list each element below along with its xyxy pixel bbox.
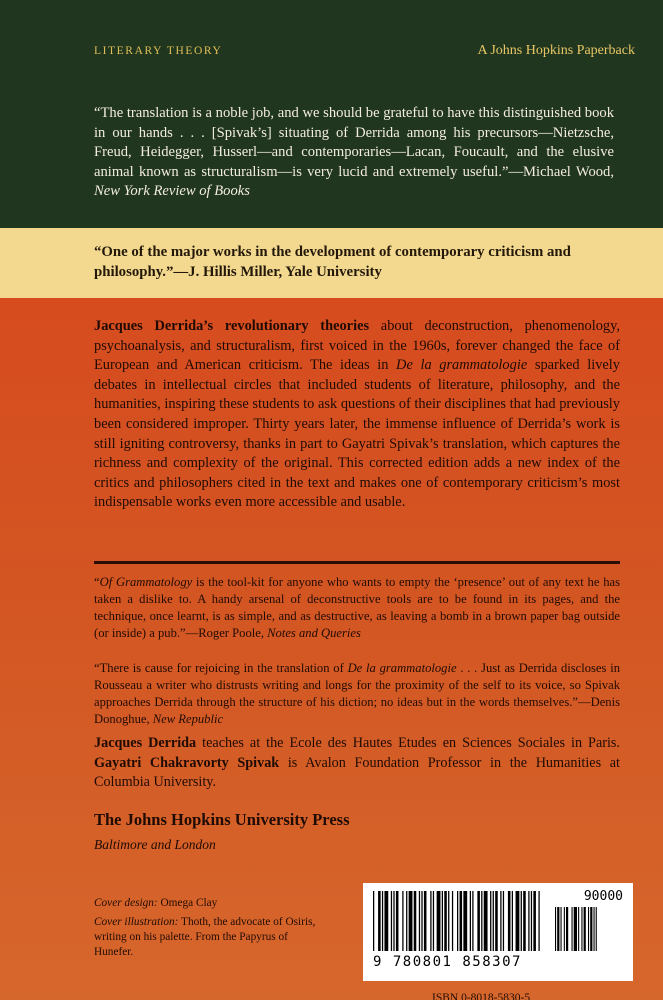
barcode-bar	[590, 907, 592, 951]
barcode-bar	[500, 891, 501, 951]
barcode-bar	[516, 891, 520, 951]
barcode-bar	[470, 891, 471, 951]
barcode-bar	[460, 891, 463, 951]
barcode-bar	[433, 891, 434, 951]
bio-text1: teaches at the Ecole des Hautes Etudes en Sciences Sociales in Paris.	[196, 735, 620, 751]
barcode-bar	[538, 891, 539, 951]
barcode-bar	[490, 891, 491, 951]
credit-design	[94, 896, 326, 911]
barcode-bar	[495, 891, 498, 951]
barcode-bar	[419, 891, 420, 951]
press-name: The Johns Hopkins University Press	[94, 810, 350, 829]
barcode-bar	[596, 907, 597, 951]
credit-illustration-label: Cover illustration:	[94, 916, 179, 928]
imprint-label: A Johns Hopkins Paperback	[477, 43, 635, 58]
description-lead: Jacques Derrida’s revolutionary theories	[94, 318, 370, 334]
credit-design-value: Omega Clay	[157, 897, 218, 909]
barcode-bar	[523, 891, 526, 951]
barcode-bar	[574, 907, 577, 951]
barcode-bar	[578, 907, 579, 951]
review-poole-open: “	[94, 575, 100, 589]
author-bio	[94, 734, 620, 793]
barcode-bar	[493, 891, 494, 951]
quote-wood-source: New York Review of Books	[94, 183, 250, 200]
barcode-bar	[384, 891, 388, 951]
description-title: De la grammatologie	[396, 357, 528, 374]
barcode-bar	[557, 907, 559, 951]
barcode-bar	[463, 891, 467, 951]
barcode-bar	[477, 891, 480, 951]
barcode-bar	[421, 891, 422, 951]
barcode-bar	[472, 891, 473, 951]
press-place: Baltimore and London	[94, 837, 216, 852]
series-label: LITERARY THEORY	[94, 45, 223, 57]
barcode-bar	[414, 891, 417, 951]
barcode-bar	[382, 891, 383, 951]
barcode-bar	[508, 891, 511, 951]
barcode-bar	[430, 891, 431, 951]
isbn-label: ISBN 0-8018-5830-5	[432, 992, 531, 1000]
barcode-bar	[396, 891, 399, 951]
barcode-bar	[481, 891, 482, 951]
barcode-bar	[528, 891, 529, 951]
credit-illustration	[94, 915, 326, 960]
divider-rule	[94, 561, 620, 564]
review-poole-text: is the tool-kit for anyone who wants to empty the ‘presence’ out of any text he has taken a dislike to. A handy arsenal of deconstructive tools are to be found in its pages, and the technique, once learnt, is as simple, and as destructive, as leaving a bomb in a brown paper bag outside (or inside) a pub.”—Roger Poole,	[94, 575, 621, 640]
barcode-bar	[531, 891, 532, 951]
barcode-bar	[503, 891, 504, 951]
barcode-bar	[584, 907, 586, 951]
description-paragraph	[94, 317, 620, 513]
barcode-bar	[437, 891, 441, 951]
green-band	[0, 0, 663, 228]
barcode-digits: 9 780801 858307	[373, 954, 522, 970]
bio-name-derrida: Jacques Derrida	[94, 735, 197, 751]
review-poole	[94, 574, 620, 642]
barcode-bar	[406, 891, 407, 951]
barcode-bar	[484, 891, 488, 951]
review-donoghue-source: New Republic	[152, 712, 224, 726]
barcode-bar	[533, 891, 536, 951]
barcode-bar	[572, 907, 573, 951]
review-donoghue	[94, 660, 620, 728]
barcode-box	[363, 883, 633, 981]
description-part1: about deconstruction, phenomenology, psychoanalysis, and structuralism, first voiced in the 1960s, forever changed the face of European and American criticism. The ideas in	[94, 318, 620, 374]
barcode-bar	[448, 891, 449, 951]
barcode-bar	[424, 891, 427, 951]
barcode-bar	[409, 891, 413, 951]
description-part2: sparked lively debates in intellectual circles that included students of literature, philosophy, and the humanities, inspiring these students to ask questions of their disciplines that had previously been considered improper. Thirty years later, the immense influence of Derrida’s work is still igniting controversy, thanks in part to Gayatri Spivak’s translation, which captures the richness and complexity of the original. This corrected edition adds a new index of the critics and philosophers cited in the text and makes one of contemporary criticism’s most indispensable works even more accessible and usable.	[94, 357, 620, 511]
price-code: 90000	[583, 889, 623, 904]
barcode-bar	[566, 907, 568, 951]
bio-text2: is Avalon Foundation Professor in the Humanities at Columbia University.	[94, 754, 620, 791]
barcode-bar	[457, 891, 458, 951]
barcode-bar	[391, 891, 392, 951]
barcode-bar	[373, 891, 374, 951]
barcode-bar	[581, 907, 582, 951]
quote-wood-text: “The translation is a noble job, and we should be grateful to have this distinguished book in our hands . . . [Spivak’s] situating of Derrida among his precursors—Nietzsche, Freud, Heidegger, Husserl—and contemporaries—Lacan, Foucault, and the elusive animal known as structuralism—is very lucid and extremely useful.”—Michael Wood,	[94, 105, 614, 180]
cover-credits	[94, 896, 326, 964]
bio-name-spivak: Gayatri Chakravorty Spivak	[94, 754, 280, 771]
barcode-bar	[512, 891, 513, 951]
review-poole-title: Of Grammatology	[99, 575, 193, 589]
review-donoghue-text2: . . . Just as Derrida discloses in Rousseau a writer who distrusts writing and longs for the proximity of the self to its voice, so Spivak approaches Derrida through the structure of his diction; no ideas but in the words themselves.”—Denis Donoghue,	[94, 661, 620, 726]
quote-wood	[94, 104, 614, 202]
barcode-bar	[393, 891, 394, 951]
review-donoghue-text1: “There is cause for rejoicing in the translation of	[94, 661, 348, 675]
barcode-bar	[521, 891, 522, 951]
barcode-bar	[561, 907, 562, 951]
cream-band	[0, 228, 663, 298]
barcode-bar	[594, 907, 595, 951]
barcode-bar	[588, 907, 589, 951]
credit-design-label: Cover design:	[94, 897, 158, 909]
credit-illustration-value: Thoth, the advocate of Osiris, writing on his palette. From the Papyrus of Hunefer.	[94, 916, 316, 958]
orange-band	[0, 298, 663, 1000]
barcode-bar	[378, 891, 381, 951]
barcode-bar	[444, 891, 447, 951]
barcode-bar	[402, 891, 403, 951]
barcode-bar	[442, 891, 443, 951]
barcode-bar	[555, 907, 556, 951]
review-donoghue-title: De la grammatologie	[347, 661, 457, 675]
barcode-bar	[564, 907, 565, 951]
review-poole-source: Notes and Queries	[267, 626, 361, 640]
barcode-bar	[452, 891, 453, 951]
quote-miller: “One of the major works in the development of contemporary criticism and philosophy.”—J. Hillis Miller, Yale University	[94, 244, 571, 280]
